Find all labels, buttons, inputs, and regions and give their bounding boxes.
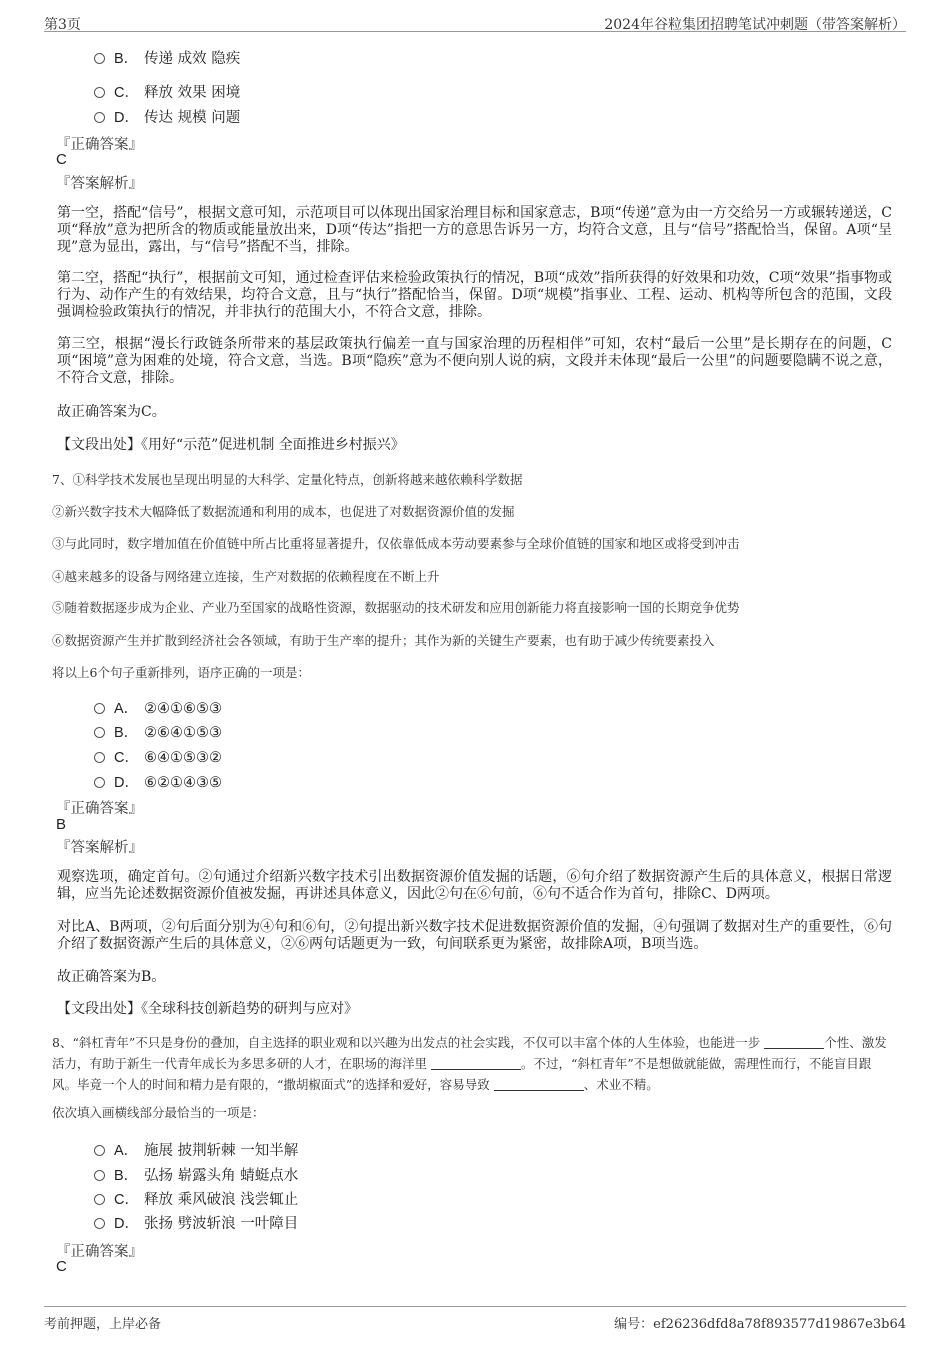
q8-answer: C <box>56 1258 67 1275</box>
q7-stem-line: ②新兴数字技术大幅降低了数据流通和利用的成本，也促进了对数据资源价值的发掘 <box>52 504 515 519</box>
radio-icon[interactable] <box>94 1145 105 1156</box>
footer-divider <box>44 1306 906 1307</box>
q7-option-c[interactable]: C． ⑥④①⑤③② <box>94 746 222 766</box>
q7-analysis-paragraph: 对比A、B两项，②句后面分别为④句和⑥句，②句提出新兴数字技术促进数据资源价值的发掘，④句强调了数据对生产的重要性，⑥句介绍了数据资源产生后的具体意义，②⑥两句话题更为一致，句间联系更为紧密，故排除A项，B项当选。 <box>57 919 892 952</box>
radio-icon[interactable] <box>94 1194 105 1205</box>
q7-option-a[interactable]: A． ②④①⑥⑤③ <box>94 697 222 717</box>
q6-answer: C <box>56 151 67 168</box>
q8-stem: 8、“斜杠青年”不只是身份的叠加，自主选择的职业观和以兴趣为出发点的社会实践，不仅可以丰富个体的人生体验，也能进一步 个性、激发活力，有助于新生一代青年成长为多思多研的人才，在职场的海洋里 。不过，“斜杠青年”不是想做就能做，需理性而行，不能盲目跟风。毕竟一个人的时间和精力是有限的，“撒胡椒面式”的选择和爱好，容易导致 、术业不精。 <box>52 1035 887 1092</box>
header-divider <box>44 31 906 32</box>
page-footer <box>44 1311 906 1333</box>
q8-option-c[interactable]: C． 释放 乘风破浪 浅尝辄止 <box>94 1188 298 1208</box>
q6-source: 【文段出处】《用好“示范”促进机制 全面推进乡村振兴》 <box>57 437 405 453</box>
radio-icon[interactable] <box>94 1170 105 1181</box>
fill-blank-3[interactable] <box>494 1076 584 1091</box>
q7-stem-line: 7、①科学技术发展也呈现出明显的大科学、定量化特点，创新将越来越依赖科学数据 <box>52 472 523 487</box>
q7-answer-label: 『正确答案』 <box>56 801 143 817</box>
q8-option-a[interactable]: A． 施展 披荆斩棘 一知半解 <box>94 1139 298 1159</box>
document-id: 编号：ef26236dfd8a78f893577d19867e3b64 <box>614 1317 906 1332</box>
q7-option-b[interactable]: B． ②⑥④①⑤③ <box>94 721 222 741</box>
q7-conclusion: 故正确答案为B。 <box>57 969 166 985</box>
q6-answer-label: 『正确答案』 <box>56 137 143 153</box>
q8-option-d[interactable]: D． 张扬 劈波斩浪 一叶障目 <box>94 1212 298 1232</box>
fill-blank-2[interactable] <box>431 1055 521 1070</box>
radio-icon[interactable] <box>94 752 105 763</box>
q6-option-c[interactable]: C． 释放 效果 困境 <box>94 81 240 101</box>
q8-option-b[interactable]: B． 弘扬 崭露头角 蜻蜓点水 <box>94 1164 298 1184</box>
q7-analysis-paragraph: 观察选项，确定首句。②句通过介绍新兴数字技术引出数据资源价值发掘的话题，⑥句介绍了数据资源产生后的具体意义，根据日常逻辑，应当先论述数据资源价值被发掘，再讲述具体意义，因此②句在⑥句前，⑥句不适合作为首句，排除C、D两项。 <box>57 869 892 902</box>
q6-conclusion: 故正确答案为C。 <box>57 404 166 420</box>
radio-icon[interactable] <box>94 87 105 98</box>
q8-answer-label: 『正确答案』 <box>56 1244 143 1260</box>
q6-analysis-paragraph: 第三空，根据“漫长行政链条所带来的基层政策执行偏差一直与国家治理的历程相伴”可知，农村“最后一公里”是长期存在的问题，C项“困境”意为困难的处境，符合文意，当选。B项“隐疾”意为不便向别人说的病，文段并未体现“最后一公里”的问题要隐瞒不说之意，不符合文意，排除。 <box>57 336 892 386</box>
footer-slogan: 考前押题，上岸必备 <box>44 1317 162 1332</box>
radio-icon[interactable] <box>94 703 105 714</box>
q6-analysis-label: 『答案解析』 <box>56 176 143 192</box>
page-number: 第3页 <box>44 17 81 33</box>
radio-icon[interactable] <box>94 1218 105 1229</box>
q7-option-d[interactable]: D． ⑥②①④③⑤ <box>94 771 222 791</box>
q6-option-b[interactable]: B． 传递 成效 隐疾 <box>94 47 240 67</box>
q6-option-d[interactable]: D． 传达 规模 问题 <box>94 106 240 126</box>
q7-stem-line: ⑥数据资源产生并扩散到经济社会各领域，有助于生产率的提升；其作为新的关键生产要素，也有助于减少传统要素投入 <box>52 633 715 648</box>
q7-answer: B <box>56 816 67 833</box>
q8-prompt: 依次填入画横线部分最恰当的一项是： <box>52 1105 265 1120</box>
q7-prompt: 将以上6个句子重新排列，语序正确的一项是： <box>52 665 310 680</box>
radio-icon[interactable] <box>94 727 105 738</box>
q6-analysis-paragraph: 第一空，搭配“信号”，根据文意可知，示范项目可以体现出国家治理目标和国家意志，B项“传递”意为由一方交给另一方或辗转递送，C项“释放”意为把所含的物质或能量放出来，D项“传达”指把一方的意思告诉另一方，均符合文意，且与“信号”搭配恰当，保留。A项“呈现”意为显出，露出，与“信号”搭配不当，排除。 <box>57 205 892 255</box>
q7-stem-line: ⑤随着数据逐步成为企业、产业乃至国家的战略性资源，数据驱动的技术研发和应用创新能力将直接影响一国的长期竞争优势 <box>52 600 740 615</box>
radio-icon[interactable] <box>94 112 105 123</box>
radio-icon[interactable] <box>94 777 105 788</box>
q6-analysis-paragraph: 第二空，搭配“执行”，根据前文可知，通过检查评估来检验政策执行的情况，B项“成效”指所获得的好效果和功效，C项“效果”指事物或行为、动作产生的有效结果，均符合文意，且与“执行”搭配恰当，保留。D项“规模”指事业、工程、运动、机构等所包含的范围，文段强调检验政策执行的情况，并非执行的范围大小，不符合文意，排除。 <box>57 270 892 320</box>
page-header <box>44 10 906 32</box>
q7-stem-line: ④越来越多的设备与网络建立连接，生产对数据的依赖程度在不断上升 <box>52 569 440 584</box>
q7-source: 【文段出处】《全球科技创新趋势的研判与应对》 <box>57 1001 358 1017</box>
radio-icon[interactable] <box>94 53 105 64</box>
fill-blank-1[interactable] <box>764 1034 824 1049</box>
document-title: 2024年谷粒集团招聘笔试冲刺题（带答案解析） <box>604 17 906 33</box>
q7-analysis-label: 『答案解析』 <box>56 840 143 856</box>
q7-stem-line: ③与此同时，数字增加值在价值链中所占比重将显著提升，仅依靠低成本劳动要素参与全球价值链的国家和地区或将受到冲击 <box>52 536 740 551</box>
